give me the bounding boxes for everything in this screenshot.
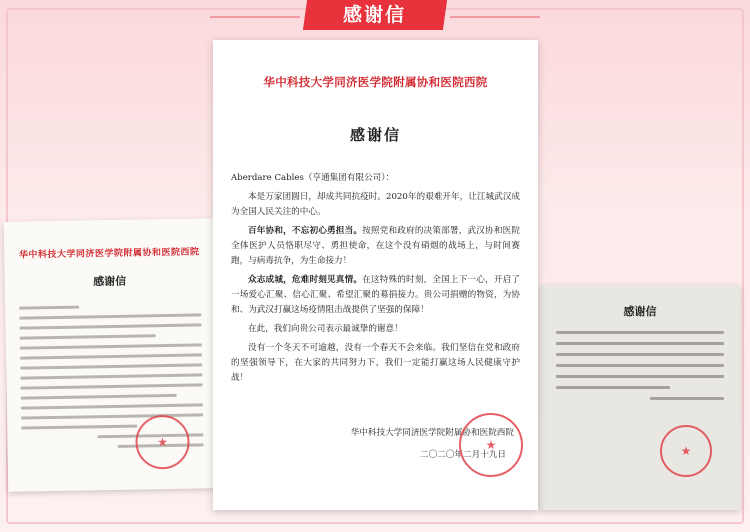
paragraph-3-body: 在这特殊的时刻，全国上下一心，开启了一场爱心汇聚、信心汇聚、希望汇聚的募捐接力。贵公司捐赠的物资，为协和、为武汉打赢这场疫情阻击战提供了坚强的保障！	[231, 275, 520, 315]
paragraph-4: 在此，我们向贵公司表示最诚挚的谢意！	[248, 324, 403, 334]
paragraph-2-lead: 百年协和，不忘初心勇担当。	[248, 226, 363, 236]
signature: 华中科技大学同济医学院附属协和医院西院	[350, 428, 514, 438]
main-letter	[213, 40, 538, 510]
left-letter	[4, 218, 219, 492]
recipient: Aberdare Cables（亨通集团有限公司）：	[231, 173, 395, 183]
main-letter-institution: 华中科技大学同济医学院附属协和医院西院	[263, 75, 488, 89]
banner-title: 感谢信	[303, 0, 447, 30]
banner-wing-left	[210, 16, 300, 18]
paragraph-3-lead: 众志成城，危难时刻见真情。	[248, 275, 363, 285]
paragraph-5: 没有一个冬天不可逾越，没有一个春天不会来临。我们坚信在党和政府的坚强领导下，在大家的共同努力下，我们一定能打赢这场人民健康守护战！	[231, 343, 520, 383]
left-letter-title: 感谢信	[93, 274, 127, 289]
banner-wing-right	[450, 16, 540, 18]
stamp-icon: ★	[459, 413, 523, 477]
paragraph-2-body: 按照党和政府的决策部署，武汉协和医院全体医护人员恪职尽守、勇担使命，在这个没有硝烟的战场上，与时间赛跑，与病毒抗争，为生命接力！	[231, 226, 520, 266]
right-letter-body	[540, 331, 740, 400]
stamp-icon: ★	[135, 415, 190, 470]
right-letter-title: 感谢信	[623, 305, 657, 318]
paragraph-2	[231, 224, 520, 269]
left-letter-institution: 华中科技大学同济医学院附属协和医院西院	[18, 247, 200, 261]
paragraph-1: 本是万家团圆日，却成共同抗疫时。2020年的艰难开年，让江城武汉成为全国人民关注的中心。	[231, 192, 520, 217]
right-letter	[540, 285, 740, 510]
main-letter-title: 感谢信	[349, 126, 401, 144]
stamp-icon: ★	[660, 425, 712, 477]
date: 二〇二〇年二月十九日	[420, 450, 506, 460]
paragraph-3	[231, 273, 520, 318]
